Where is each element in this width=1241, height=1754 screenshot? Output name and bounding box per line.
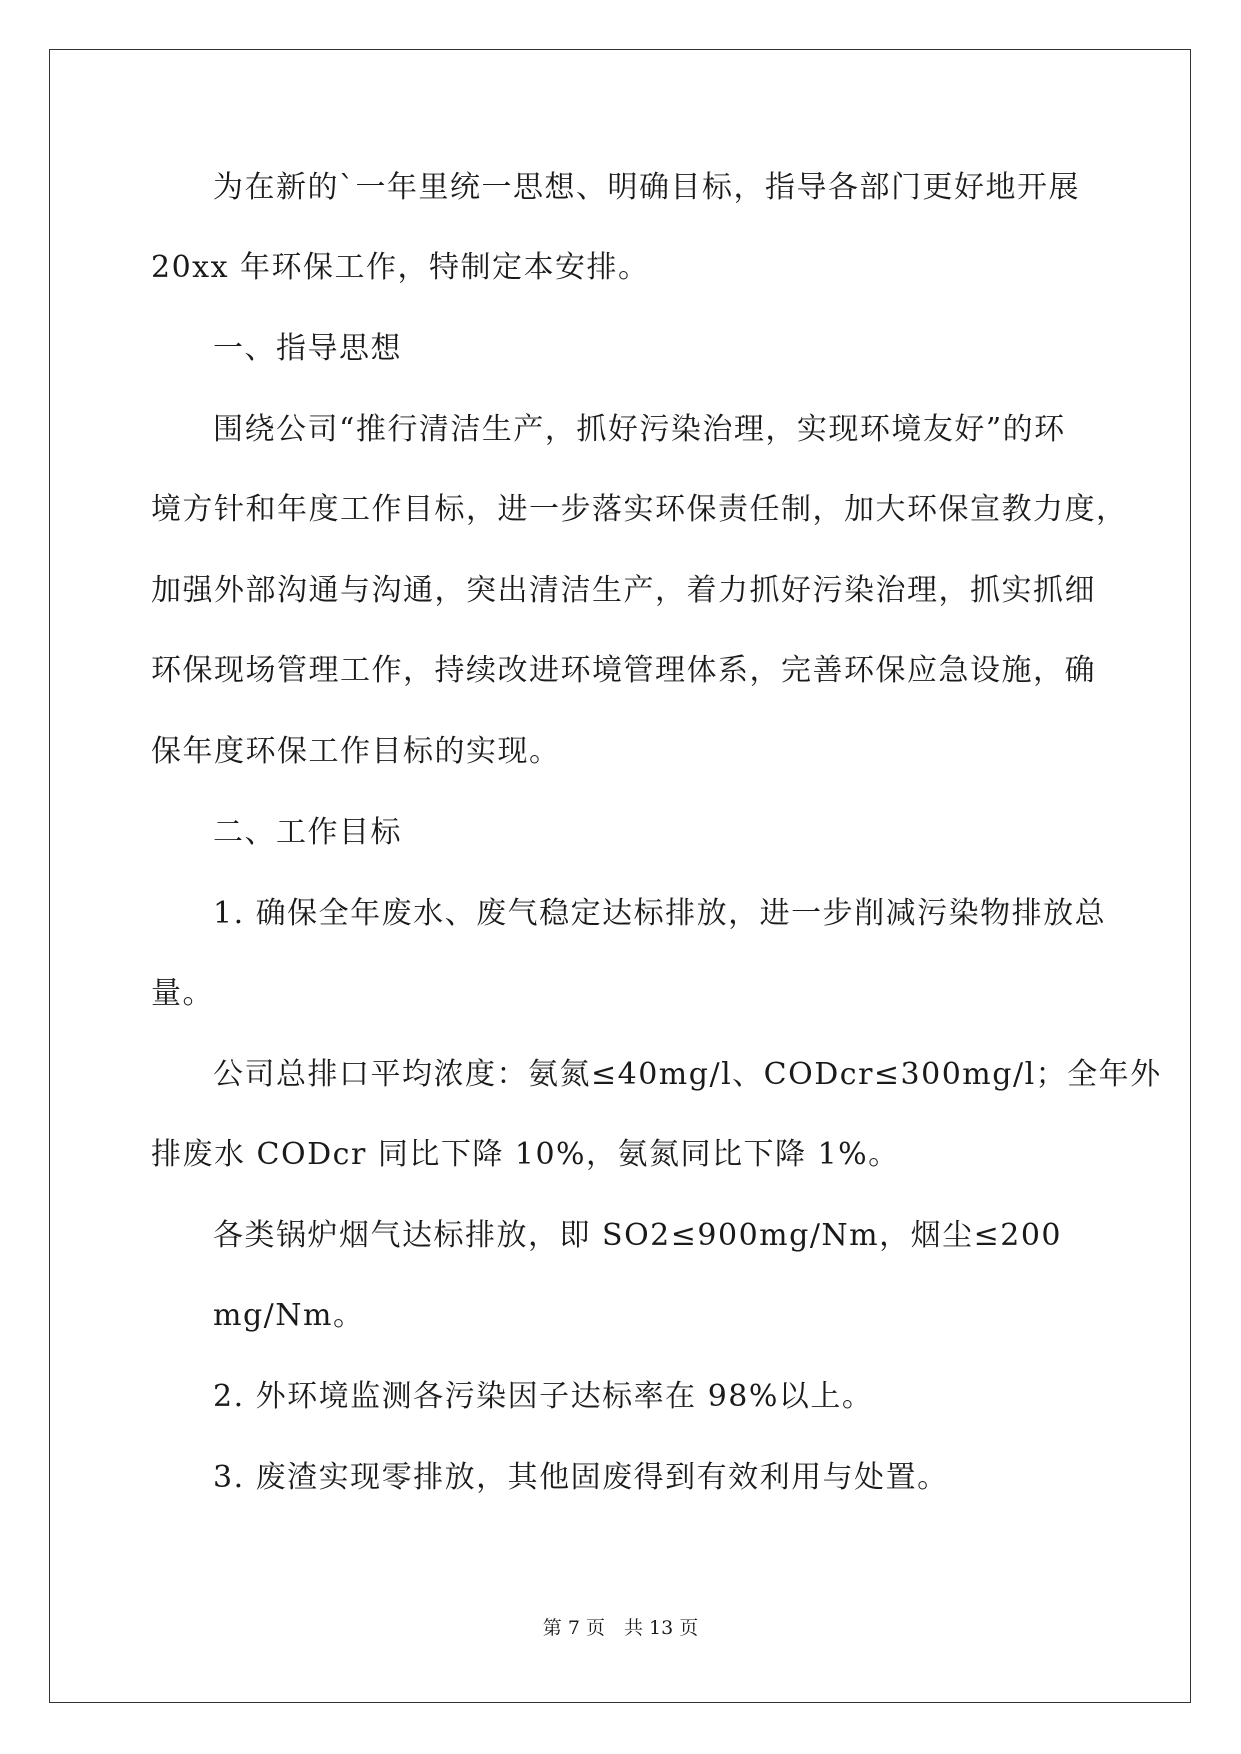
guiding-paragraph-line-1: 围绕公司“推行清洁生产，抓好污染治理，实现环境友好”的环: [213, 412, 1066, 447]
section-heading-work-targets: 二、工作目标: [213, 815, 402, 850]
outlet-concentration-line-2: 排废水 CODcr 同比下降 10%，氨氮同比下降 1%。: [151, 1137, 900, 1172]
section-heading-guiding-ideology: 一、指导思想: [213, 331, 402, 366]
target-3-line: 3. 废渣实现零排放，其他固废得到有效利用与处置。: [213, 1460, 949, 1495]
intro-line-1: 为在新的`一年里统一思想、明确目标，指导各部门更好地开展: [213, 170, 1080, 205]
boiler-emission-line-1: 各类锅炉烟气达标排放，即 SO2≤900mg/Nm，烟尘≤200: [213, 1218, 1063, 1253]
intro-line-2: 20xx 年环保工作，特制定本安排。: [151, 250, 650, 285]
boiler-emission-line-2: mg/Nm。: [213, 1298, 365, 1333]
guiding-paragraph-line-5: 保年度环保工作目标的实现。: [151, 734, 561, 769]
page-number-footer: 第 7 页 共 13 页: [542, 1617, 699, 1639]
guiding-paragraph-line-2: 境方针和年度工作目标，进一步落实环保责任制，加大环保宣教力度，: [151, 492, 1128, 527]
guiding-paragraph-line-3: 加强外部沟通与沟通，突出清洁生产，着力抓好污染治理，抓实抓细: [151, 573, 1096, 608]
outlet-concentration-line-1: 公司总排口平均浓度：氨氮≤40mg/l、CODcr≤300mg/l；全年外: [213, 1057, 1162, 1092]
target-1-line-2: 量。: [151, 976, 214, 1011]
page-frame: [49, 49, 1191, 1703]
target-2-line: 2. 外环境监测各污染因子达标率在 98%以上。: [213, 1379, 874, 1414]
target-1-line-1: 1. 确保全年废水、废气稳定达标排放，进一步削减污染物排放总: [213, 896, 1107, 931]
guiding-paragraph-line-4: 环保现场管理工作，持续改进环境管理体系，完善环保应急设施，确: [151, 653, 1096, 688]
